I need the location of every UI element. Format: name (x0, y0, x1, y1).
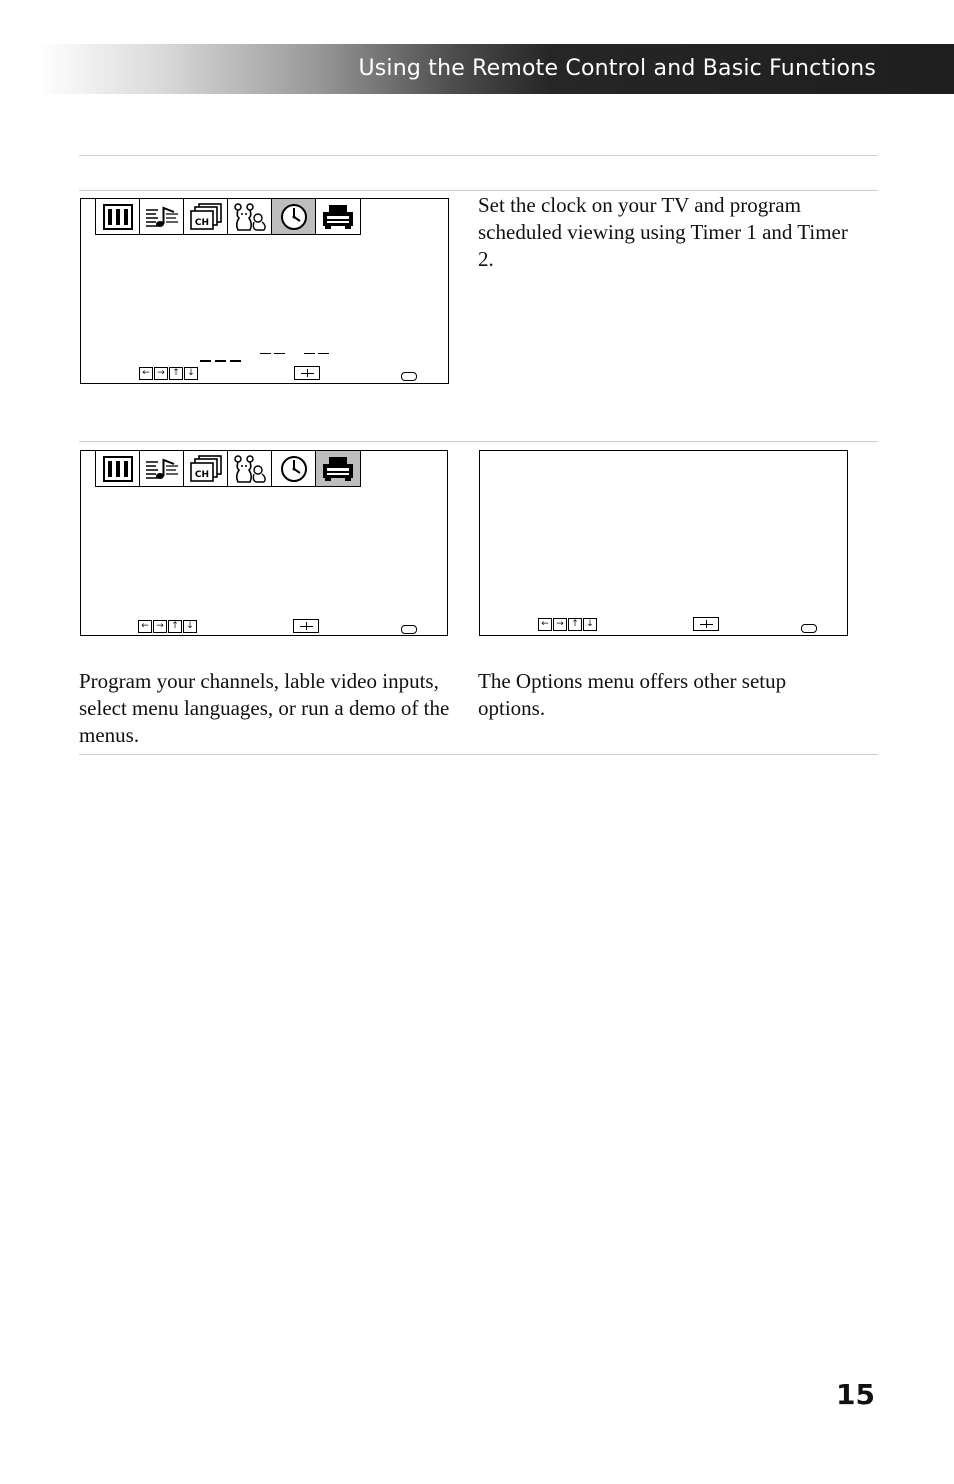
clock-placeholder-dash (200, 360, 211, 362)
channel-icon (188, 454, 224, 484)
page-title: Using the Remote Control and Basic Functions (358, 56, 876, 81)
clock-placeholder-dash (260, 353, 271, 354)
clock-placeholder-dash (230, 360, 241, 362)
nav-keys (138, 620, 198, 633)
setup-menu-item[interactable] (316, 451, 360, 486)
arrow-down-icon: ↓ (183, 620, 197, 633)
select-key-icon (693, 617, 719, 631)
divider (79, 754, 878, 755)
menu-icon-bar (95, 199, 361, 235)
parent-icon (232, 202, 268, 232)
menu-key-icon (801, 624, 817, 633)
channel-menu-item[interactable] (184, 451, 228, 486)
parent-menu-item[interactable] (228, 199, 272, 234)
audio-menu-item[interactable] (140, 199, 184, 234)
nav-keys (538, 618, 598, 631)
options-description: The Options menu offers other setup options. (478, 669, 787, 720)
menu-key-icon (401, 372, 417, 381)
arrow-left-icon: ← (139, 367, 153, 380)
channel-icon (188, 202, 224, 232)
clock-placeholder-dash (215, 360, 226, 362)
video-menu-item[interactable] (96, 451, 140, 486)
divider (79, 190, 878, 191)
divider (79, 441, 878, 442)
setup-menu-screen (80, 450, 448, 636)
arrow-up-icon: ↑ (169, 367, 183, 380)
arrow-left-icon: ← (538, 618, 552, 631)
menu-key-icon (401, 625, 417, 634)
arrow-down-icon: ↓ (583, 618, 597, 631)
video-icon (100, 202, 136, 232)
audio-menu-item[interactable] (140, 451, 184, 486)
arrow-left-icon: ← (138, 620, 152, 633)
setup-description: Program your channels, lable video inputs, select menu languages, or run a demo of the menus. (79, 669, 450, 747)
audio-icon (144, 202, 180, 232)
nav-keys (139, 367, 199, 380)
timer-menu-screen (80, 198, 449, 384)
arrow-right-icon: → (154, 367, 168, 380)
video-icon (100, 454, 136, 484)
timer-icon (276, 202, 312, 232)
audio-icon (144, 454, 180, 484)
options-menu-screen (479, 450, 848, 636)
clock-placeholder-dash (274, 353, 285, 354)
parent-icon (232, 454, 268, 484)
select-key-icon (293, 619, 319, 633)
select-key-icon (294, 366, 320, 380)
timer-description: Set the clock on your TV and program scheduled viewing using Timer 1 and Timer 2. (478, 193, 848, 271)
setup-menu-item[interactable] (316, 199, 360, 234)
clock-placeholder-dash (304, 353, 315, 354)
clock-placeholder-dash (318, 353, 329, 354)
arrow-down-icon: ↓ (184, 367, 198, 380)
arrow-up-icon: ↑ (168, 620, 182, 633)
timer-icon (276, 454, 312, 484)
setup-icon (320, 454, 356, 484)
arrow-up-icon: ↑ (568, 618, 582, 631)
channel-menu-item[interactable] (184, 199, 228, 234)
setup-icon (320, 202, 356, 232)
video-menu-item[interactable] (96, 199, 140, 234)
arrow-right-icon: → (553, 618, 567, 631)
menu-icon-bar (95, 451, 361, 487)
timer-menu-item[interactable] (272, 199, 316, 234)
arrow-right-icon: → (153, 620, 167, 633)
timer-menu-item[interactable] (272, 451, 316, 486)
divider (79, 155, 878, 156)
page-number: 15 (836, 1378, 875, 1411)
parent-menu-item[interactable] (228, 451, 272, 486)
